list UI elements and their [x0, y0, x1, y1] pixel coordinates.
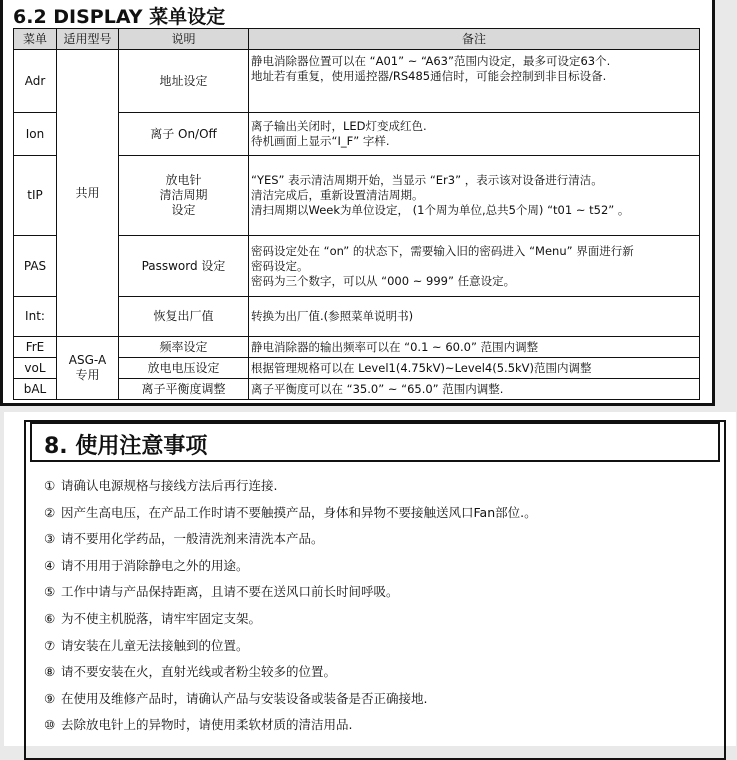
note-line: 待机画面上显示“I_F” 字样.	[251, 134, 390, 148]
precautions-page	[4, 412, 736, 746]
list-item	[44, 556, 537, 583]
note-line: 密码设定。	[251, 258, 309, 273]
item-text: 请不要用化学药品，一般清洗剂来清洗本产品。	[61, 531, 324, 547]
item-number: ⑤	[44, 584, 56, 600]
desc-line: 频率设定	[159, 339, 208, 354]
menu-description	[119, 156, 249, 236]
table-row	[14, 337, 700, 358]
note-line: 离子输出关闭时，LED灯变成红色.	[251, 119, 427, 133]
header-model: 适用型号	[57, 29, 119, 50]
display-menu-table	[13, 28, 700, 400]
note-line: “YES” 表示清洁周期开始，当显示 “Er3” ，表示该对设备进行清洁。	[251, 173, 603, 187]
list-item	[44, 636, 537, 663]
menu-code: Adr	[14, 50, 57, 113]
desc-line: 离子平衡度调整	[141, 381, 226, 396]
header-notes: 备注	[249, 29, 700, 50]
note-line: 离子平衡度可以在 “35.0” ~ “65.0” 范围内调整.	[251, 381, 504, 396]
list-item	[44, 582, 537, 609]
model-common: 共用	[57, 50, 119, 337]
section-header-box	[30, 422, 720, 462]
note-line: 转换为出厂值.(参照菜单说明书)	[251, 309, 414, 323]
precautions-list	[44, 476, 537, 742]
list-item	[44, 476, 537, 503]
menu-code: FrE	[14, 337, 57, 358]
item-text: 在使用及维修产品时，请确认产品与安装设备或装备是否正确接地.	[61, 690, 428, 706]
list-item	[44, 503, 537, 530]
note-line: 密码设定处在 “on” 的状态下，需要输入旧的密码进入 “Menu” 界面进行新	[251, 243, 634, 258]
menu-description	[119, 358, 249, 379]
item-text: 请安装在儿童无法接触到的位置。	[61, 637, 249, 653]
desc-line: 清洁周期	[159, 188, 208, 202]
section-title: 8. 使用注意事项	[44, 434, 208, 459]
table-row	[14, 50, 700, 113]
menu-description	[119, 113, 249, 156]
menu-notes	[249, 236, 700, 297]
note-line: 密码为三个数字，可以从 “000 ~ 999” 任意设定。	[251, 273, 516, 288]
item-number: ④	[44, 557, 56, 573]
item-number: ②	[44, 504, 56, 520]
list-item	[44, 689, 537, 716]
menu-description	[119, 337, 249, 358]
menu-notes	[249, 113, 700, 156]
item-text: 因产生高电压，在产品工作时请不要触摸产品，身体和异物不要接触送风口Fan部位.。	[61, 504, 537, 520]
menu-code: Ion	[14, 113, 57, 156]
note-line: 根据管理规格可以在 Level1(4.75kV)~Level4(5.5kV)范围内调整	[251, 360, 592, 375]
note-line: 清洁完成后，重新设置清洁周期。	[251, 188, 424, 202]
note-line: 地址若有重复，使用遥控器/RS485通信时，可能会控制到非目标设备.	[251, 69, 607, 83]
note-line: 清扫周期以Week为单位设定， (1个周为单位,总共5个周) “t01 ~ t52” 。	[251, 203, 630, 217]
menu-notes	[249, 297, 700, 337]
item-text: 请确认电源规格与接线方法后再行连接.	[61, 478, 278, 493]
item-number: ⑨	[44, 690, 56, 706]
menu-notes	[249, 50, 700, 113]
list-item	[44, 715, 537, 742]
menu-code: voL	[14, 358, 57, 379]
item-number: ③	[44, 531, 56, 547]
menu-notes	[249, 379, 700, 400]
list-item	[44, 529, 537, 556]
note-line: 静电消除器位置可以在 “A01” ~ “A63”范围内设定，最多可设定63个.	[251, 54, 611, 68]
header-description: 说明	[119, 29, 249, 50]
header-menu: 菜单	[14, 29, 57, 50]
desc-line: 放电电压设定	[147, 360, 220, 375]
list-item	[44, 609, 537, 636]
note-line: 静电消除器的输出频率可以在 “0.1 ~ 60.0” 范围内调整	[251, 339, 539, 354]
section-title: 6.2 DISPLAY 菜单设定	[13, 6, 226, 28]
model-line: ASG-A	[68, 353, 107, 367]
item-text: 工作中请与产品保持距离，且请不要在送风口前长时间呼吸。	[61, 584, 399, 600]
menu-description	[119, 379, 249, 400]
item-text: 请不要安装在火，直射光线或者粉尘较多的位置。	[61, 664, 337, 680]
desc-line: 恢复出厂值	[153, 309, 214, 323]
item-text: 去除放电针上的异物时，请使用柔软材质的清洁用品.	[61, 717, 353, 733]
item-number: ⑦	[44, 637, 56, 653]
item-number: ⑩	[44, 717, 56, 733]
desc-line: 放电针	[165, 173, 202, 187]
menu-code: PAS	[14, 236, 57, 297]
item-number: ①	[44, 478, 56, 493]
menu-code: bAL	[14, 379, 57, 400]
menu-description	[119, 297, 249, 337]
model-asg-a	[57, 337, 119, 400]
menu-notes	[249, 358, 700, 379]
menu-code: tIP	[14, 156, 57, 236]
desc-line: 离子 On/Off	[150, 126, 217, 141]
desc-line: Password 设定	[141, 258, 226, 273]
table-header-row	[14, 29, 700, 50]
item-number: ⑥	[44, 610, 56, 626]
desc-line: 地址设定	[159, 73, 208, 88]
item-number: ⑧	[44, 664, 56, 680]
item-text: 为不使主机脱落，请牢牢固定支架。	[61, 610, 262, 626]
menu-code: Int:	[14, 297, 57, 337]
menu-notes	[249, 337, 700, 358]
list-item	[44, 662, 537, 689]
menu-notes	[249, 156, 700, 236]
menu-description	[119, 50, 249, 113]
menu-description	[119, 236, 249, 297]
item-text: 请不用用于消除静电之外的用途。	[61, 557, 249, 573]
desc-line: 设定	[171, 203, 196, 217]
model-line: 专用	[75, 368, 100, 382]
